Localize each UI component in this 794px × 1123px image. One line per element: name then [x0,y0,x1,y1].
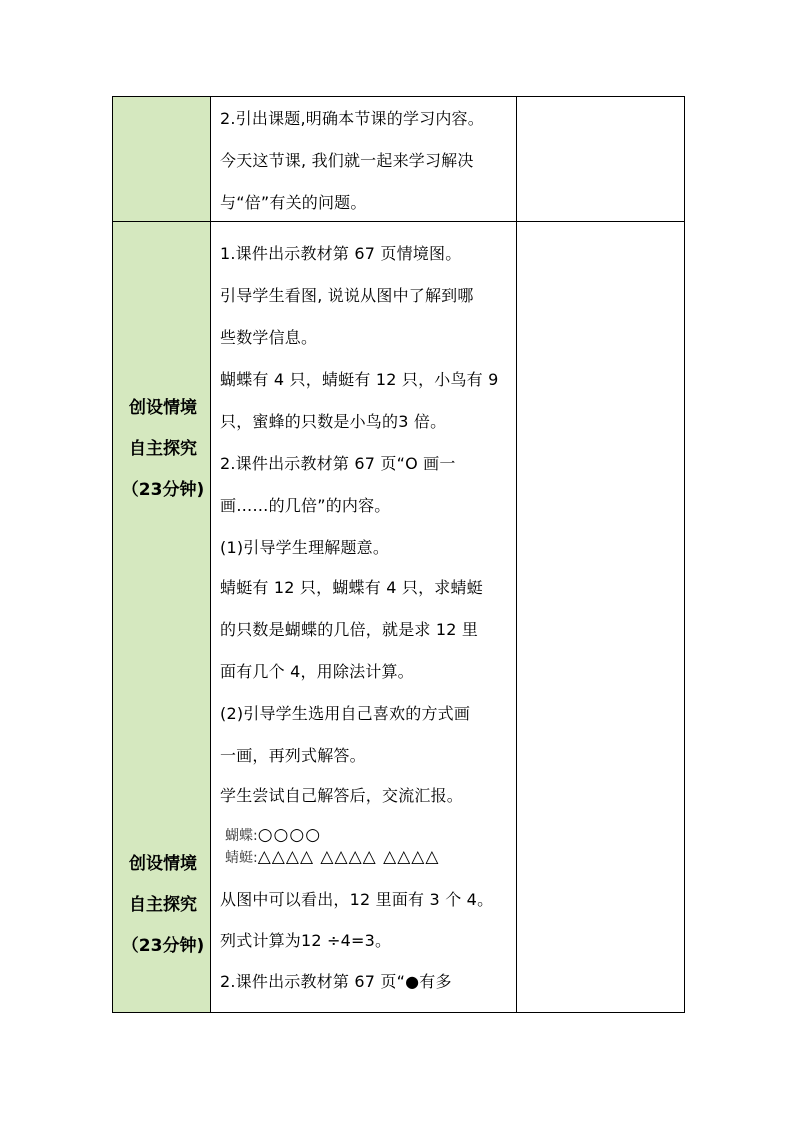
content-line: 蜻蜓有 12 只，蝴蝶有 4 只，求蜻蜓 [220,578,483,597]
content-line: 今天这节课, 我们就一起来学习解决 [220,151,474,170]
content-line: 列式计算为12 ÷4=3。 [220,931,392,950]
stage-title: 创设情境 [129,398,197,418]
content-line: 些数学信息。 [220,328,318,347]
butterfly-label: 蝴蝶: [225,828,258,844]
notes-cell [517,97,684,221]
stage-duration: （23分钟) [121,480,205,500]
content-line: 的只数是蝴蝶的几倍，就是求 12 里 [220,620,479,639]
lesson-plan-table [112,96,685,1013]
triangle-shapes: △△△△ △△△△ △△△△ [257,847,440,867]
stage-subtitle: 自主探究 [129,895,197,915]
dragonfly-diagram [225,847,439,867]
content-line: 一画，再列式解答。 [220,746,366,765]
table-row [113,222,684,1012]
content-line: 面有几个 4，用除法计算。 [220,662,414,681]
content-line: (1)引导学生理解题意。 [220,538,390,557]
stage-label-top [117,388,209,511]
content-line: 只，蜜蜂的只数是小鸟的3 倍。 [220,412,447,431]
dragonfly-label: 蜻蜓: [225,850,258,866]
content-line: 引导学生看图, 说说从图中了解到哪 [220,286,474,305]
stage-label-bottom [117,844,209,967]
content-line: (2)引导学生选用自己喜欢的方式画 [220,704,471,723]
table-row [113,97,684,222]
stage-title: 创设情境 [129,854,197,874]
stage-cell [113,97,211,221]
content-line: 蝴蝶有 4 只，蜻蜓有 12 只，小鸟有 9 [220,370,499,389]
content-line: 画……的几倍”的内容。 [220,496,391,515]
stage-duration: （23分钟) [121,936,205,956]
butterfly-diagram [225,825,321,845]
content-line: 与“倍”有关的问题。 [220,193,367,212]
content-line: 2.课件出示教材第 67 页“●有多 [220,972,452,991]
content-line: 学生尝试自己解答后，交流汇报。 [220,786,464,805]
circle-shapes: ○○○○ [257,825,322,845]
content-line: 2.引出课题,明确本节课的学习内容。 [220,109,484,128]
content-line: 2.课件出示教材第 67 页“O 画一 [220,454,456,473]
stage-subtitle: 自主探究 [129,439,197,459]
content-line: 1.课件出示教材第 67 页情境图。 [220,244,462,263]
content-line: 从图中可以看出，12 里面有 3 个 4。 [220,890,494,909]
notes-cell [517,222,684,1012]
